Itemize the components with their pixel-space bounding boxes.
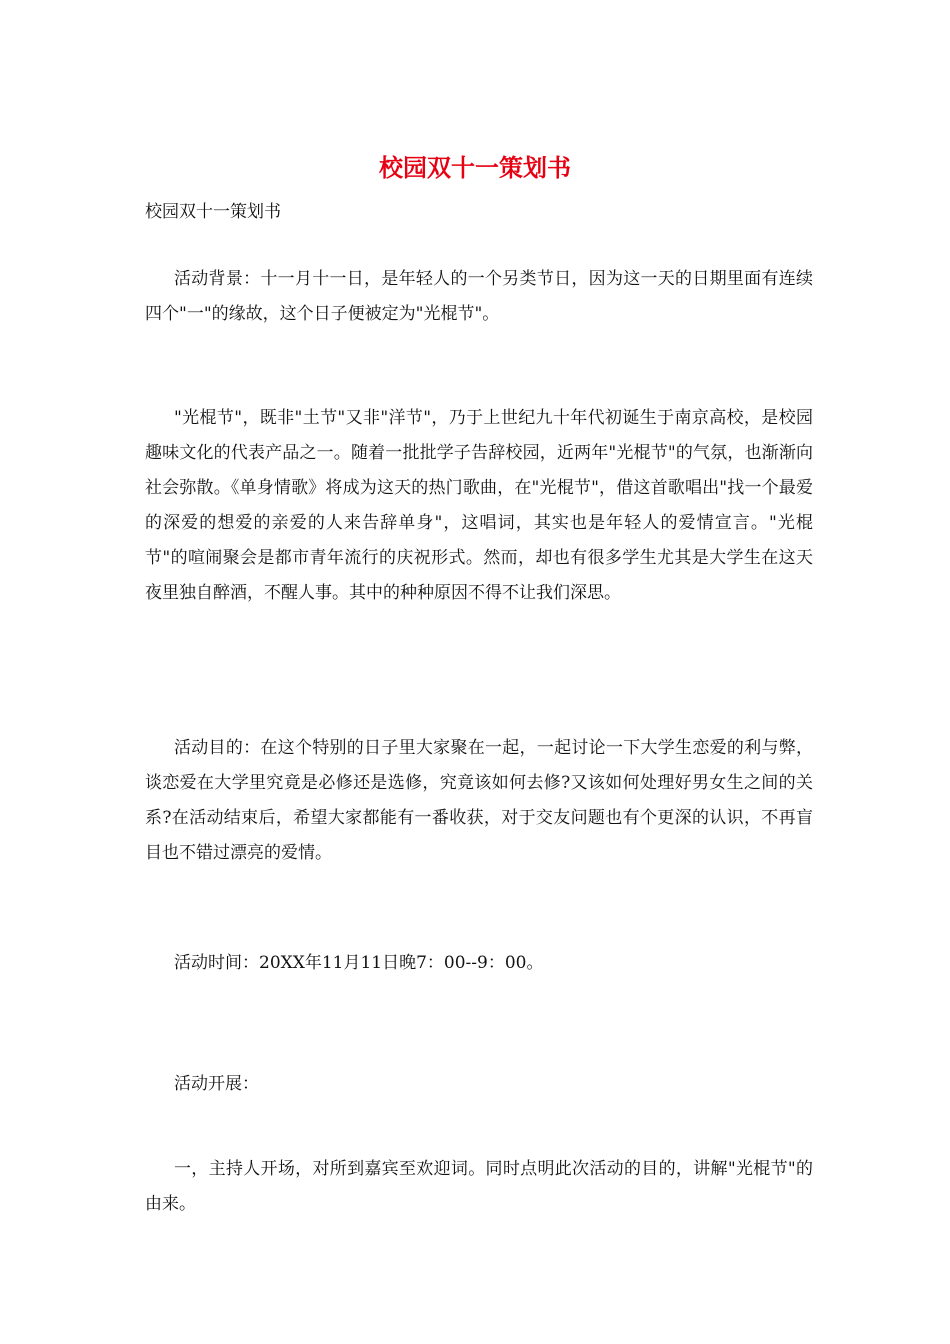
paragraph-background: 活动背景：十一月十一日，是年轻人的一个另类节日，因为这一天的日期里面有连续四个"一"的缘故，这个日子便被定为"光棍节"。 <box>145 269 813 324</box>
paragraph-time: 活动时间：20XX年11月11日晚7：00--9：00。 <box>174 953 544 973</box>
paragraph-purpose: 活动目的：在这个特别的日子里大家聚在一起，一起讨论一下大学生恋爱的利与弊，谈恋爱在大学里究竟是必修还是选修，究竟该如何去修?又该如何处理好男女生之间的关系?在活动结束后，希望大家都能有一番收获，对于交友问题也有个更深的认识，不再盲目也不错过漂亮的爱情。 <box>145 738 813 863</box>
paragraph-activities-heading: 活动开展： <box>174 1074 259 1094</box>
paragraph-step-one: 一，主持人开场，对所到嘉宾至欢迎词。同时点明此次活动的目的，讲解"光棍节"的由来。 <box>145 1159 813 1214</box>
document-subtitle: 校园双十一策划书 <box>145 202 281 222</box>
paragraph-origin: "光棍节"，既非"土节"又非"洋节"，乃于上世纪九十年代初诞生于南京高校，是校园趣味文化的代表产品之一。随着一批批学子告辞校园，近两年"光棍节"的气氛，也渐渐向社会弥散。《单身情歌》将成为这天的热门歌曲，在"光棍节"，借这首歌唱出"找一个最爱的深爱的想爱的亲爱的人来告辞单身"，这唱词，其实也是年轻人的爱情宣言。"光棍节"的喧闹聚会是都市青年流行的庆祝形式。然而，却也有很多学生尤其是大学生在这天夜里独自醉酒，不醒人事。其中的种种原因不得不让我们深思。 <box>145 408 813 603</box>
document-title: 校园双十一策划书 <box>379 153 571 182</box>
